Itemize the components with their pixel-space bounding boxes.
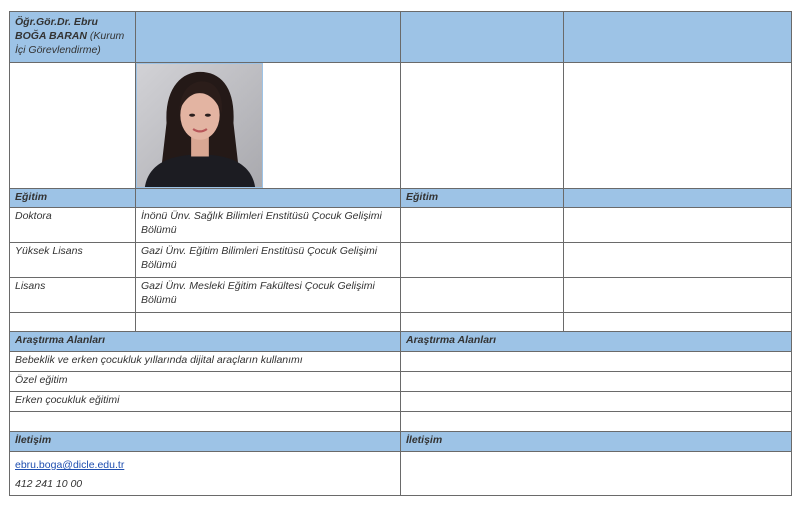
title-name: Öğr.Gör.Dr. Ebru <box>15 16 98 28</box>
cv-table <box>9 11 792 496</box>
header-blank-2 <box>401 12 564 63</box>
research-row <box>10 392 792 412</box>
contact-heading-left: İletişim <box>10 432 401 452</box>
research-item: Bebeklik ve erken çocukluk yıllarında dijital araçların kullanımı <box>10 352 401 372</box>
photo-right-blank-2 <box>564 63 792 189</box>
education-degree: Doktora <box>10 208 136 243</box>
research-row <box>10 352 792 372</box>
email-link[interactable]: ebru.boga@dicle.edu.tr <box>15 459 125 471</box>
photo-left-blank <box>10 63 136 189</box>
education-degree: Yüksek Lisans <box>10 243 136 278</box>
research-heading-right: Araştırma Alanları <box>401 332 792 352</box>
contact-heading-right: İletişim <box>401 432 792 452</box>
education-institution: Gazi Ünv. Mesleki Eğitim Fakültesi Çocuk Gelişimi Bölümü <box>136 278 401 313</box>
education-heading-right: Eğitim <box>401 189 564 208</box>
education-row <box>10 243 792 278</box>
photo-right-blank-1 <box>401 63 564 189</box>
research-row-empty <box>10 412 792 432</box>
photo-cell <box>136 63 401 189</box>
education-institution: Gazi Ünv. Eğitim Bilimleri Enstitüsü Çocuk Gelişimi Bölümü <box>136 243 401 278</box>
assignment-note: (Kurum İçi Görevlendirme) <box>15 30 125 56</box>
education-row-empty <box>10 313 792 332</box>
contact-details <box>10 452 401 496</box>
contact-right-blank <box>401 452 792 496</box>
research-item: Özel eğitim <box>10 372 401 392</box>
research-heading-left: Araştırma Alanları <box>10 332 401 352</box>
research-item: Erken çocukluk eğitimi <box>10 392 401 412</box>
education-heading-left: Eğitim <box>10 189 136 208</box>
header-blank-3 <box>564 12 792 63</box>
education-row <box>10 208 792 243</box>
education-row <box>10 278 792 313</box>
education-institution: İnönü Ünv. Sağlık Bilimleri Enstitüsü Çocuk Gelişimi Bölümü <box>136 208 401 243</box>
research-row <box>10 372 792 392</box>
phone-number: 412 241 10 00 <box>15 478 83 490</box>
surname: BOĞA BARAN <box>15 30 87 42</box>
name-cell <box>10 12 136 63</box>
profile-photo <box>136 63 263 188</box>
education-degree: Lisans <box>10 278 136 313</box>
education-heading-right-blank <box>564 189 792 208</box>
header-blank-1 <box>136 12 401 63</box>
education-heading-left-blank <box>136 189 401 208</box>
